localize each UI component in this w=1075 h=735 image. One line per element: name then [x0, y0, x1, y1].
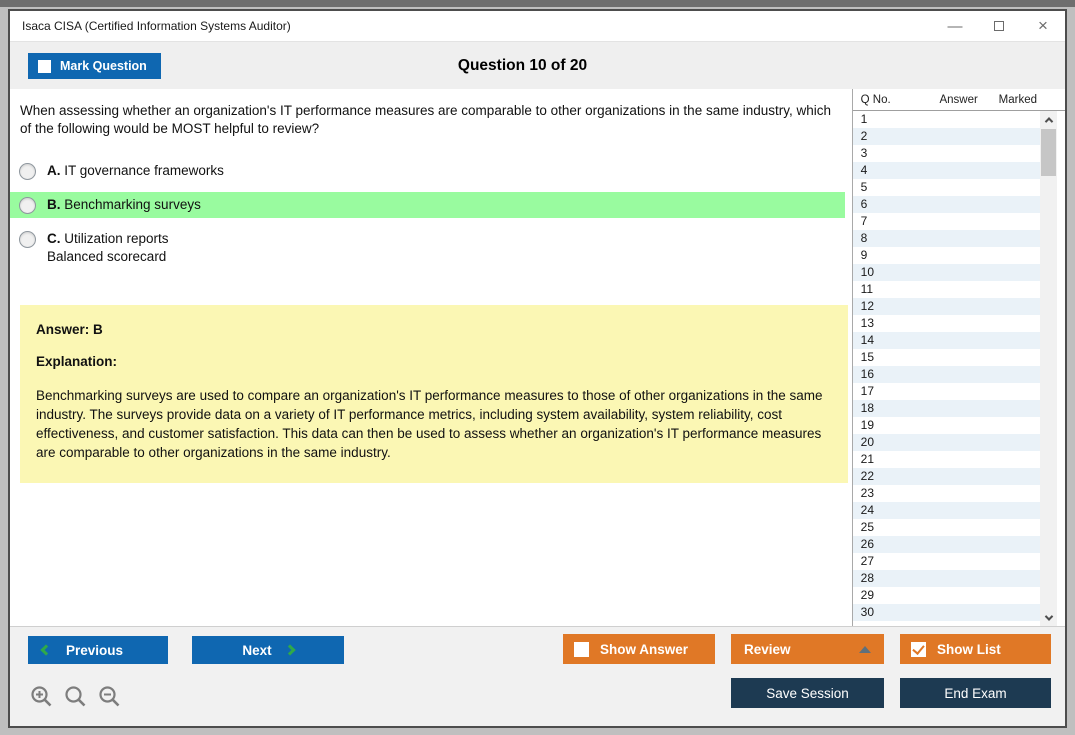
review-label: Review [744, 641, 791, 657]
question-list-row[interactable] [853, 264, 1040, 281]
show-answer-checkbox-icon [574, 642, 589, 657]
question-number: 28 [860, 571, 874, 585]
end-exam-button[interactable] [900, 678, 1051, 708]
question-number: 7 [860, 214, 868, 228]
question-list-row[interactable] [853, 502, 1040, 519]
option-b-letter: B. [47, 196, 61, 212]
question-list-row[interactable] [853, 162, 1040, 179]
question-list-row[interactable] [853, 417, 1040, 434]
show-answer-button[interactable] [563, 634, 715, 664]
show-answer-label: Show Answer [600, 641, 689, 657]
question-number: 1 [860, 112, 868, 126]
screen-top-strip [0, 0, 1075, 7]
option-b-label: Benchmarking surveys [64, 196, 201, 212]
option-c[interactable] [10, 227, 845, 269]
option-c-radio[interactable] [19, 231, 36, 248]
question-number: 30 [860, 605, 874, 619]
save-session-label: Save Session [766, 685, 849, 701]
question-number: 3 [860, 146, 868, 160]
chevron-right-icon [284, 644, 295, 655]
maximize-icon [994, 21, 1004, 31]
end-exam-label: End Exam [944, 685, 1007, 701]
question-text: When assessing whether an organization's IT performance measures are comparable to other organizations in the same industry, which of the following would be MOST helpful to review? [20, 103, 831, 136]
option-b-text [47, 196, 201, 214]
chevron-up-icon [1044, 117, 1052, 125]
maximize-button[interactable] [977, 11, 1021, 41]
title-bar [10, 11, 1065, 41]
question-list-body [853, 111, 1065, 626]
review-button[interactable] [731, 634, 884, 664]
question-list-row[interactable] [853, 281, 1040, 298]
save-session-button[interactable] [731, 678, 884, 708]
question-panel [10, 89, 852, 626]
magnifier-icon[interactable] [63, 684, 88, 709]
chevron-down-icon [1044, 612, 1052, 620]
option-a-letter: A. [47, 162, 61, 178]
question-list-row[interactable] [853, 519, 1040, 536]
question-list-row[interactable] [853, 604, 1040, 621]
question-counter: Question 10 of 20 [457, 57, 588, 74]
previous-label: Previous [66, 642, 124, 658]
question-number: 26 [860, 537, 874, 551]
question-list-row[interactable] [853, 553, 1040, 570]
question-list-row[interactable] [853, 451, 1040, 468]
question-list-row[interactable] [853, 570, 1040, 587]
question-number: 15 [860, 350, 874, 364]
question-list-row[interactable] [853, 383, 1040, 400]
question-list-row[interactable] [853, 196, 1040, 213]
app-window [8, 9, 1067, 728]
question-number: 12 [860, 299, 874, 313]
zoom-toolbar [29, 684, 122, 709]
question-list-row[interactable] [853, 434, 1040, 451]
question-number: 4 [860, 163, 868, 177]
scroll-up-button[interactable] [1040, 111, 1057, 128]
question-number: 5 [860, 180, 868, 194]
question-number: 23 [860, 486, 874, 500]
question-list-row[interactable] [853, 366, 1040, 383]
zoom-in-icon[interactable] [29, 684, 54, 709]
question-list-row[interactable] [853, 230, 1040, 247]
question-list-row[interactable] [853, 587, 1040, 604]
next-button[interactable] [192, 636, 344, 664]
question-number: 22 [860, 469, 874, 483]
question-list-row[interactable] [853, 213, 1040, 230]
option-c-text [47, 230, 169, 266]
option-a-text [47, 162, 224, 180]
question-number: 29 [860, 588, 874, 602]
question-number: 18 [860, 401, 874, 415]
question-number: 17 [860, 384, 874, 398]
option-b[interactable] [10, 192, 845, 218]
question-list-rows [853, 111, 1040, 626]
option-a-radio[interactable] [19, 163, 36, 180]
previous-button[interactable] [28, 636, 168, 664]
option-c-line2: Balanced scorecard [47, 249, 167, 265]
question-number: 21 [860, 452, 874, 466]
question-number: 8 [860, 231, 868, 245]
option-a[interactable] [10, 159, 845, 183]
chevron-left-icon [40, 644, 51, 655]
column-marked: Marked [998, 93, 1037, 106]
question-list-row[interactable] [853, 315, 1040, 332]
explanation-box [20, 305, 848, 484]
question-number: 2 [860, 129, 868, 143]
question-list-row[interactable] [853, 179, 1040, 196]
column-answer: Answer [939, 93, 978, 106]
question-number: 27 [860, 554, 874, 568]
question-number: 14 [860, 333, 874, 347]
minimize-button[interactable] [933, 11, 977, 41]
question-number: 6 [860, 197, 868, 211]
column-qno: Q No. [860, 93, 891, 106]
triangle-up-icon [859, 646, 871, 653]
zoom-out-icon[interactable] [97, 684, 122, 709]
exam-header [10, 41, 1065, 89]
explanation-body: Benchmarking surveys are used to compare an organization's IT performance measures to those of other organizations in the same industry. The surveys provide data on a variety of IT performance metrics, including system availability, system reliability, cost effectiveness, and customer satisfaction. This data can then be used to assess whether an organization's IT performance measures are comparable to other organizations in the same industry. [36, 387, 823, 460]
option-c-label: Utilization reports [64, 231, 169, 247]
question-list-row[interactable] [853, 298, 1040, 315]
show-list-label: Show List [937, 641, 1001, 657]
footer-bar [10, 626, 1065, 726]
explanation-heading: Explanation: [36, 353, 118, 369]
content-area [10, 89, 1065, 626]
question-number: 13 [860, 316, 874, 330]
question-list-row[interactable] [853, 485, 1040, 502]
scrollbar-thumb[interactable] [1041, 129, 1056, 176]
question-number: 20 [860, 435, 874, 449]
answer-line: Answer: B [36, 321, 103, 337]
scroll-down-button[interactable] [1040, 609, 1057, 626]
option-b-radio[interactable] [19, 197, 36, 214]
question-number: 9 [860, 248, 868, 262]
mark-question-label: Mark Question [60, 59, 147, 73]
question-list-panel [852, 89, 1065, 626]
question-list-row[interactable] [853, 128, 1040, 145]
show-list-button[interactable] [900, 634, 1051, 664]
question-list-row[interactable] [853, 536, 1040, 553]
question-list-row[interactable] [853, 332, 1040, 349]
question-list-row[interactable] [853, 111, 1040, 128]
question-number: 10 [860, 265, 874, 279]
next-label: Next [242, 642, 272, 658]
question-number: 19 [860, 418, 874, 432]
question-number: 11 [860, 282, 874, 296]
option-a-label: IT governance frameworks [64, 162, 224, 178]
question-list-row[interactable] [853, 400, 1040, 417]
question-list-header [853, 89, 1065, 111]
question-list-row[interactable] [853, 468, 1040, 485]
question-list-row[interactable] [853, 145, 1040, 162]
show-list-checkbox-icon [911, 642, 926, 657]
question-list-row[interactable] [853, 247, 1040, 264]
window-controls [933, 11, 1065, 41]
close-button[interactable] [1021, 11, 1065, 41]
close-icon: × [1038, 16, 1048, 35]
window-title: Isaca CISA (Certified Information Systems Auditor) [22, 19, 291, 33]
option-c-letter: C. [47, 231, 61, 247]
question-number: 16 [860, 367, 874, 381]
question-number: 24 [860, 503, 874, 517]
question-number: 25 [860, 520, 874, 534]
question-list-row[interactable] [853, 349, 1040, 366]
question-list-scrollbar[interactable] [1040, 111, 1057, 626]
minimize-icon: — [947, 17, 963, 35]
